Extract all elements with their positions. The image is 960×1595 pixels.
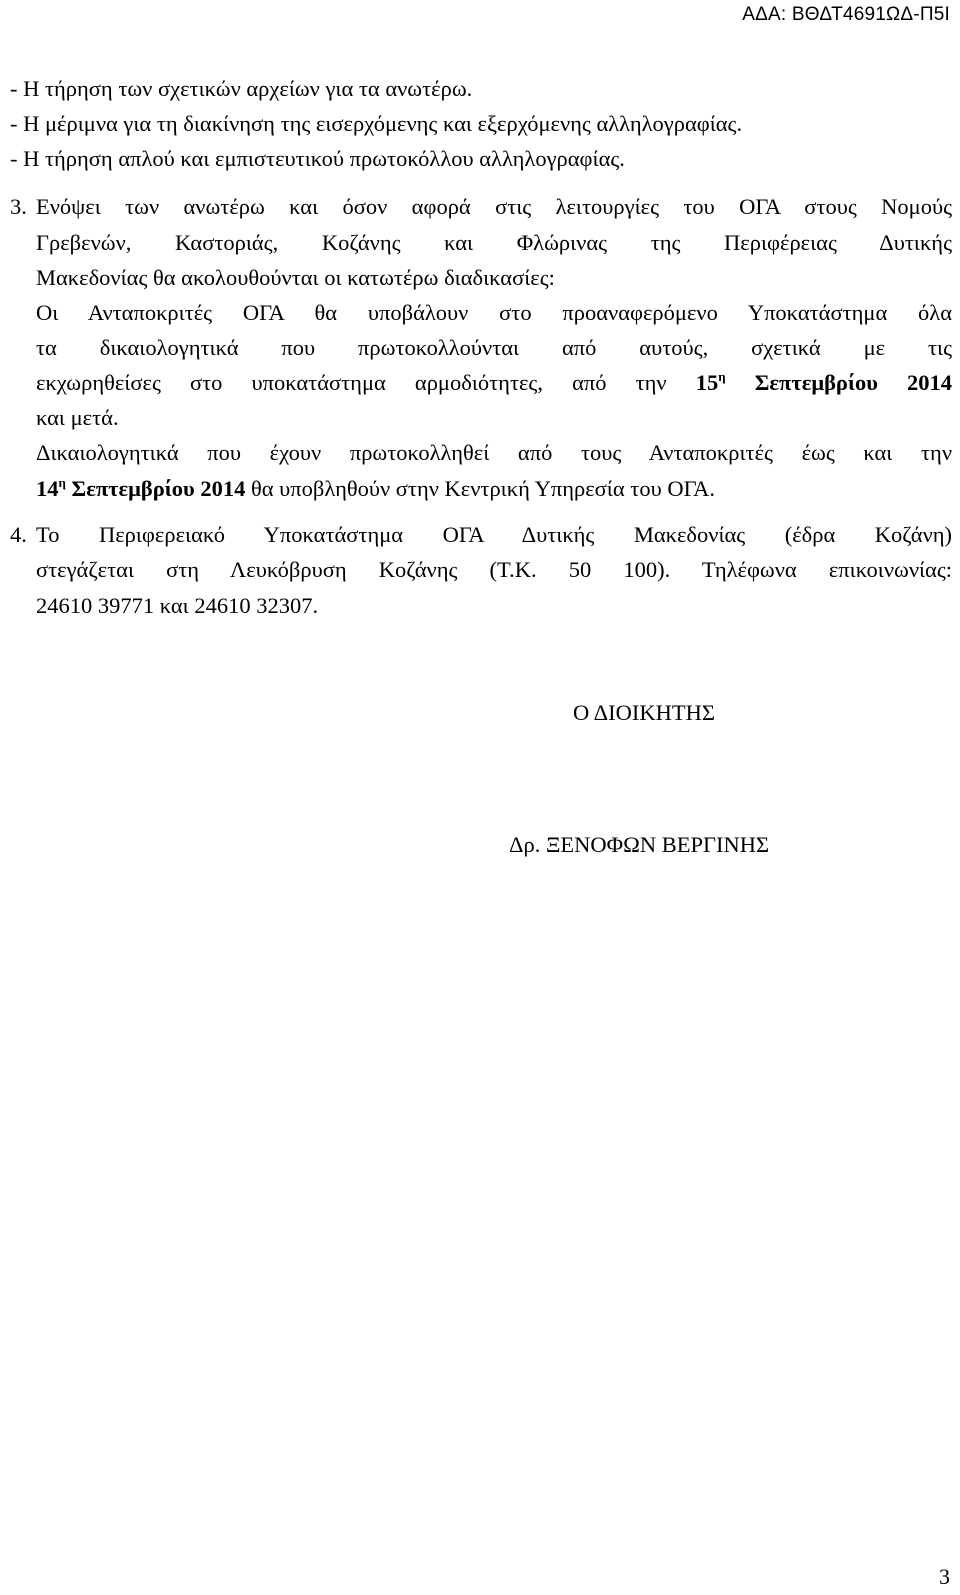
bullet-item: - Η τήρηση των σχετικών αρχείων για τα ανωτέρω. — [10, 76, 473, 101]
bullet-item: - Η μέριμνα για τη διακίνηση της εισερχόμενης και εξερχόμενης αλληλογραφίας. — [10, 111, 743, 136]
paragraph-line: Το Περιφερειακό Υποκατάστημα ΟΓΑ Δυτικής Μακεδονίας (έδρα Κοζάνη) — [36, 522, 952, 547]
page-number: 3 — [939, 1564, 950, 1589]
paragraph-line: Γρεβενών, Καστοριάς, Κοζάνης και Φλώρινας της Περιφέρειας Δυτικής — [36, 230, 952, 255]
paragraph-line: τα δικαιολογητικά που πρωτοκολλούνται από αυτούς, σχετικά με τις — [36, 335, 952, 360]
paragraph-line: Δικαιολογητικά που έχουν πρωτοκολληθεί από τους Ανταποκριτές έως και την — [36, 440, 952, 465]
paragraph-line: Οι Ανταποκριτές ΟΓΑ θα υποβάλουν στο προαναφερόμενο Υποκατάστημα όλα — [36, 300, 952, 325]
date-bold: $14^\eta$ Σεπτεμβρίου 2014 — [36, 475, 246, 501]
signature-name: Δρ. ΞΕΝΟΦΩΝ ΒΕΡΓΙΝΗΣ — [509, 832, 770, 857]
paragraph-line: στεγάζεται στη Λευκόβρυση Κοζάνης (Τ.Κ. 50 100). Τηλέφωνα επικοινωνίας: — [36, 557, 952, 582]
bullet-item: - Η τήρηση απλού και εμπιστευτικού πρωτοκόλλου αλληλογραφίας. — [10, 146, 625, 171]
signature-title: Ο ΔΙΟΙΚΗΤΗΣ — [573, 700, 715, 725]
section-number: 4. — [10, 522, 27, 547]
paragraph-line: Ενόψει των ανωτέρω και όσον αφορά στις λειτουργίες του ΟΓΑ στους Νομούς — [36, 194, 952, 219]
paragraph-line: Μακεδονίας θα ακολουθούνται οι κατωτέρω διαδικασίες: — [36, 265, 555, 290]
date-bold: $15^\eta$ Σεπτεμβρίου 2014 — [695, 369, 952, 395]
text-run: εκχωρηθείσες στο υποκατάστημα αρμοδιότητες, από την — [36, 370, 696, 395]
paragraph-line: και μετά. — [36, 405, 119, 430]
ada-code: ΑΔΑ: ΒΘΔΤ4691ΩΔ-Π5Ι — [742, 4, 950, 25]
section-number: 3. — [10, 194, 27, 219]
paragraph-line — [36, 475, 715, 501]
paragraph-line — [36, 369, 952, 395]
paragraph-line: 24610 39771 και 24610 32307. — [36, 593, 319, 618]
text-run: θα υποβληθούν στην Κεντρική Υπηρεσία του ΟΓΑ. — [245, 476, 715, 501]
